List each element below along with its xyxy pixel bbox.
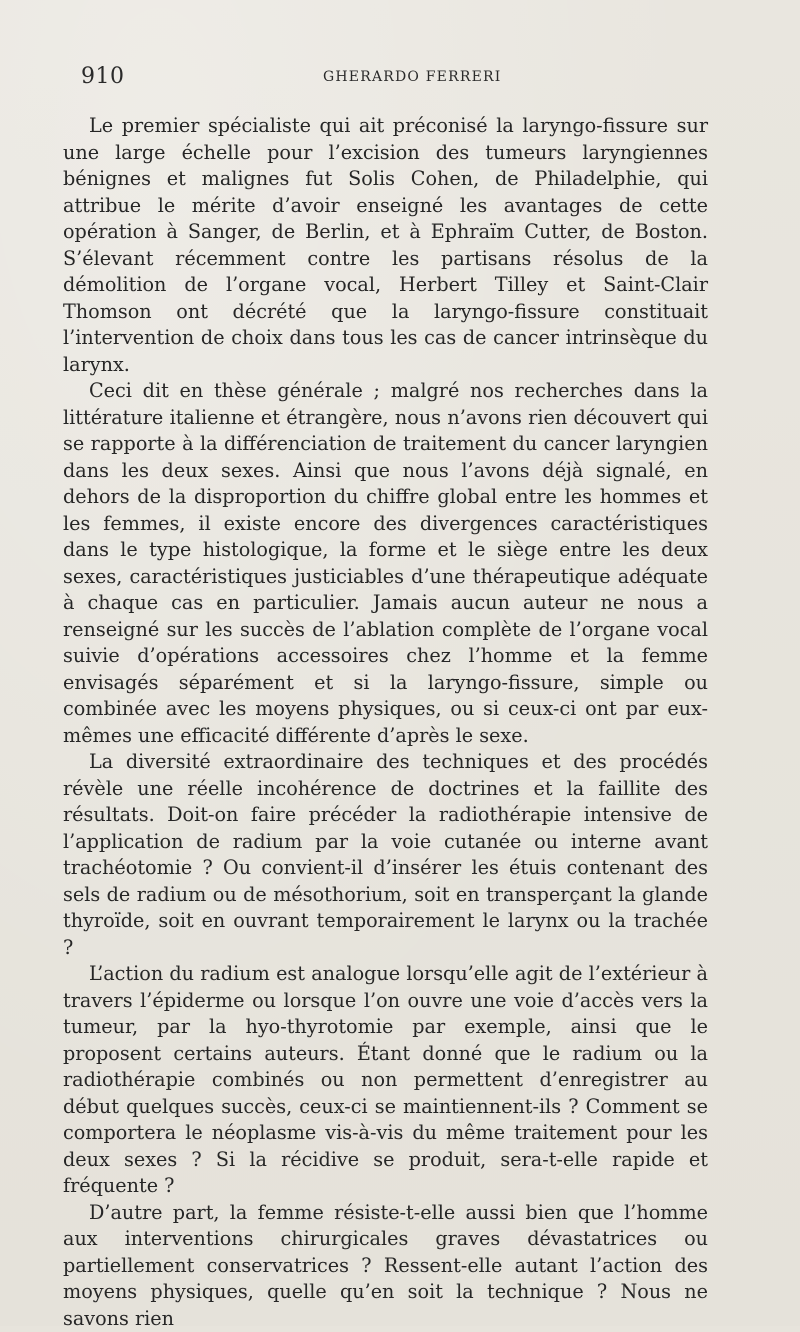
paragraph: Le premier spécialiste qui ait préconisé la laryngo-fissure sur une large échelle pour l’excision des tumeurs laryngiennes bénignes et malignes fut Solis Cohen, de Philadelphie, qui attribue le mérite d’avoir enseigné les avantages de cette opération à Sanger, de Berlin, et à Ephraïm Cutter, de Boston. S’élevant récemment contre les partisans résolus de la démolition de l’organe vocal, Herbert Tilley et Saint-Clair Thomson ont décrété que la laryngo-fissure constituait l’intervention de choix dans tous les cas de cancer intrinsèque du larynx. [63, 113, 708, 378]
paragraph: La diversité extraordinaire des techniques et des procédés révèle une réelle incohérence de doctrines et la faillite des résultats. Doit-on faire précéder la radiothérapie intensive de l’application de radium par la voie cutanée ou interne avant trachéotomie ? Ou convient-il d’insérer les étuis contenant des sels de radium ou de mésothorium, soit en transperçant la glande thyroïde, soit en ouvrant temporairement le larynx ou la trachée ? [63, 749, 708, 961]
page-header [81, 64, 719, 90]
paragraph: L’action du radium est analogue lorsqu’elle agit de l’extérieur à travers l’épiderme ou lorsque l’on ouvre une voie d’accès vers la tumeur, par la hyo-thyrotomie par exemple, ainsi que le proposent certains auteurs. Étant donné que le radium ou la radiothérapie combinés ou non permettent d’enregistrer au début quelques succès, ceux-ci se maintiennent-ils ? Comment se comportera le néoplasme vis-à-vis du même traitement pour les deux sexes ? Si la récidive se produit, sera-t-elle rapide et fréquente ? [63, 961, 708, 1200]
paragraph: Ceci dit en thèse générale ; malgré nos recherches dans la littérature italienne et étrangère, nous n’avons rien découvert qui se rapporte à la différenciation de traitement du cancer laryngien dans les deux sexes. Ainsi que nous l’avons déjà signalé, en dehors de la disproportion du chiffre global entre les hommes et les femmes, il existe encore des divergences caractéristiques dans le type histologique, la forme et le siège entre les deux sexes, caractéristiques justiciables d’une thérapeutique adéquate à chaque cas en particulier. Jamais aucun auteur ne nous a renseigné sur les succès de l’ablation complète de l’organe vocal suivie d’opérations accessoires chez l’homme et la femme envisagés séparément et si la laryngo-fissure, simple ou combinée avec les moyens physiques, ou si ceux-ci ont par eux-mêmes une efficacité différente d’après le sexe. [63, 378, 708, 749]
paragraph: D’autre part, la femme résiste-t-elle aussi bien que l’homme aux interventions chirurgicales graves dévastatrices ou partiellement conservatrices ? Ressent-elle autant l’action des moyens physiques, quelle qu’en soit la technique ? Nous ne savons rien [63, 1200, 708, 1332]
running-head: GHERARDO FERRERI [323, 69, 501, 85]
body-text [63, 113, 708, 1332]
page-number: 910 [81, 64, 125, 89]
